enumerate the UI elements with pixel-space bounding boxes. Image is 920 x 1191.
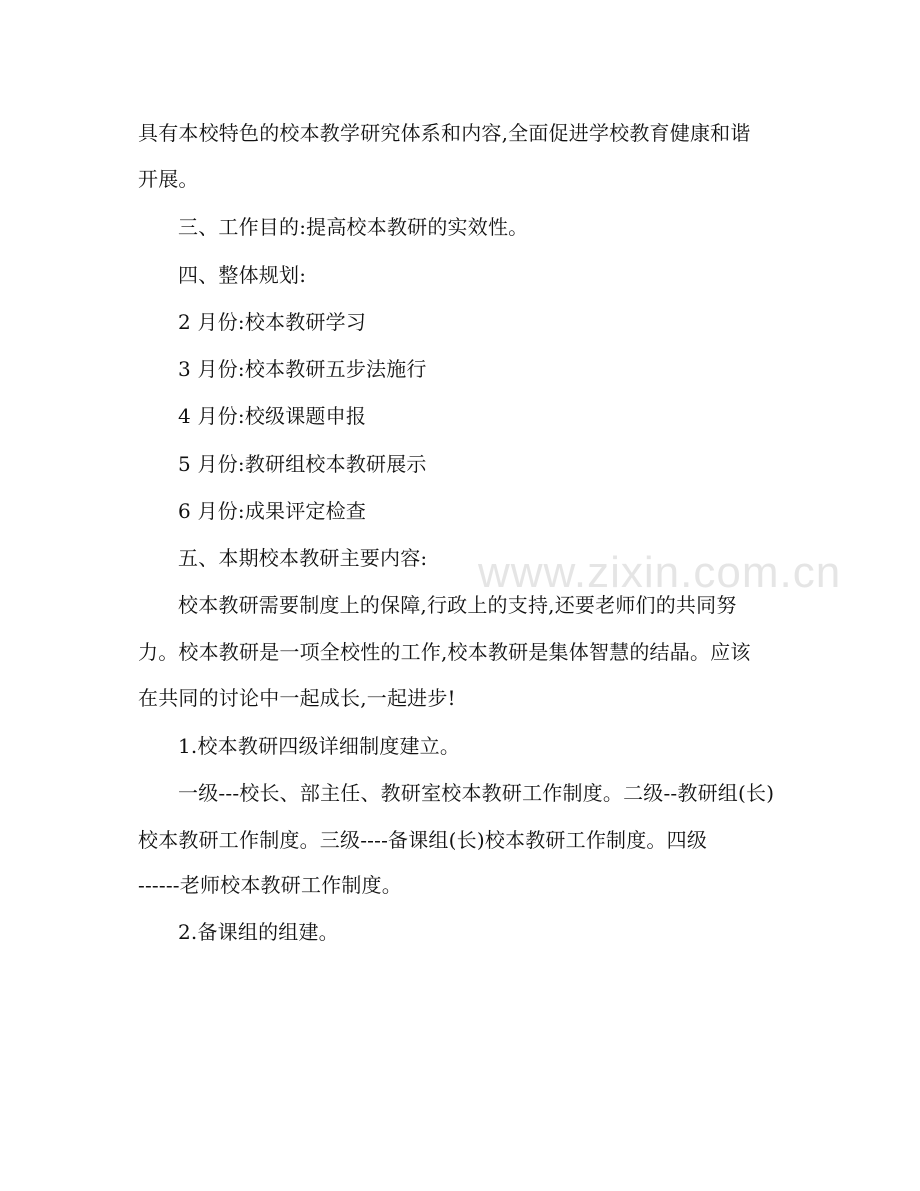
plan-item: 2 月份:校本教研学习: [178, 310, 367, 334]
watermark: www.zixin.com.cn: [478, 548, 842, 597]
paragraph-line: ------老师校本教研工作制度。: [138, 873, 402, 897]
plan-item: 6 月份:成果评定检查: [178, 499, 367, 523]
paragraph-line: 校本教研需要制度上的保障,行政上的支持,还要老师们的共同努: [178, 593, 737, 617]
paragraph-line: 在共同的讨论中一起成长,一起进步!: [138, 686, 456, 710]
paragraph-line: 力。校本教研是一项全校性的工作,校本教研是集体智慧的结晶。应该: [138, 640, 751, 664]
subsection-heading: 1.校本教研四级详细制度建立。: [178, 734, 461, 758]
section-heading: 四、整体规划:: [178, 263, 307, 287]
plan-item: 5 月份:教研组校本教研展示: [178, 452, 427, 476]
plan-item: 4 月份:校级课题申报: [178, 404, 367, 428]
paragraph-line: 一级---校长、部主任、教研室校本教研工作制度。二级--教研组(长): [178, 781, 775, 805]
paragraph-line: 校本教研工作制度。三级----备课组(长)校本教研工作制度。四级: [138, 828, 708, 852]
paragraph-line: 具有本校特色的校本教学研究体系和内容,全面促进学校教育健康和谐: [138, 121, 751, 145]
subsection-heading: 2.备课组的组建。: [178, 920, 339, 944]
section-heading: 三、工作目的:提高校本教研的实效性。: [178, 215, 529, 239]
section-heading: 五、本期校本教研主要内容:: [178, 546, 428, 570]
plan-item: 3 月份:校本教研五步法施行: [178, 357, 427, 381]
paragraph-line: 开展。: [138, 167, 199, 191]
